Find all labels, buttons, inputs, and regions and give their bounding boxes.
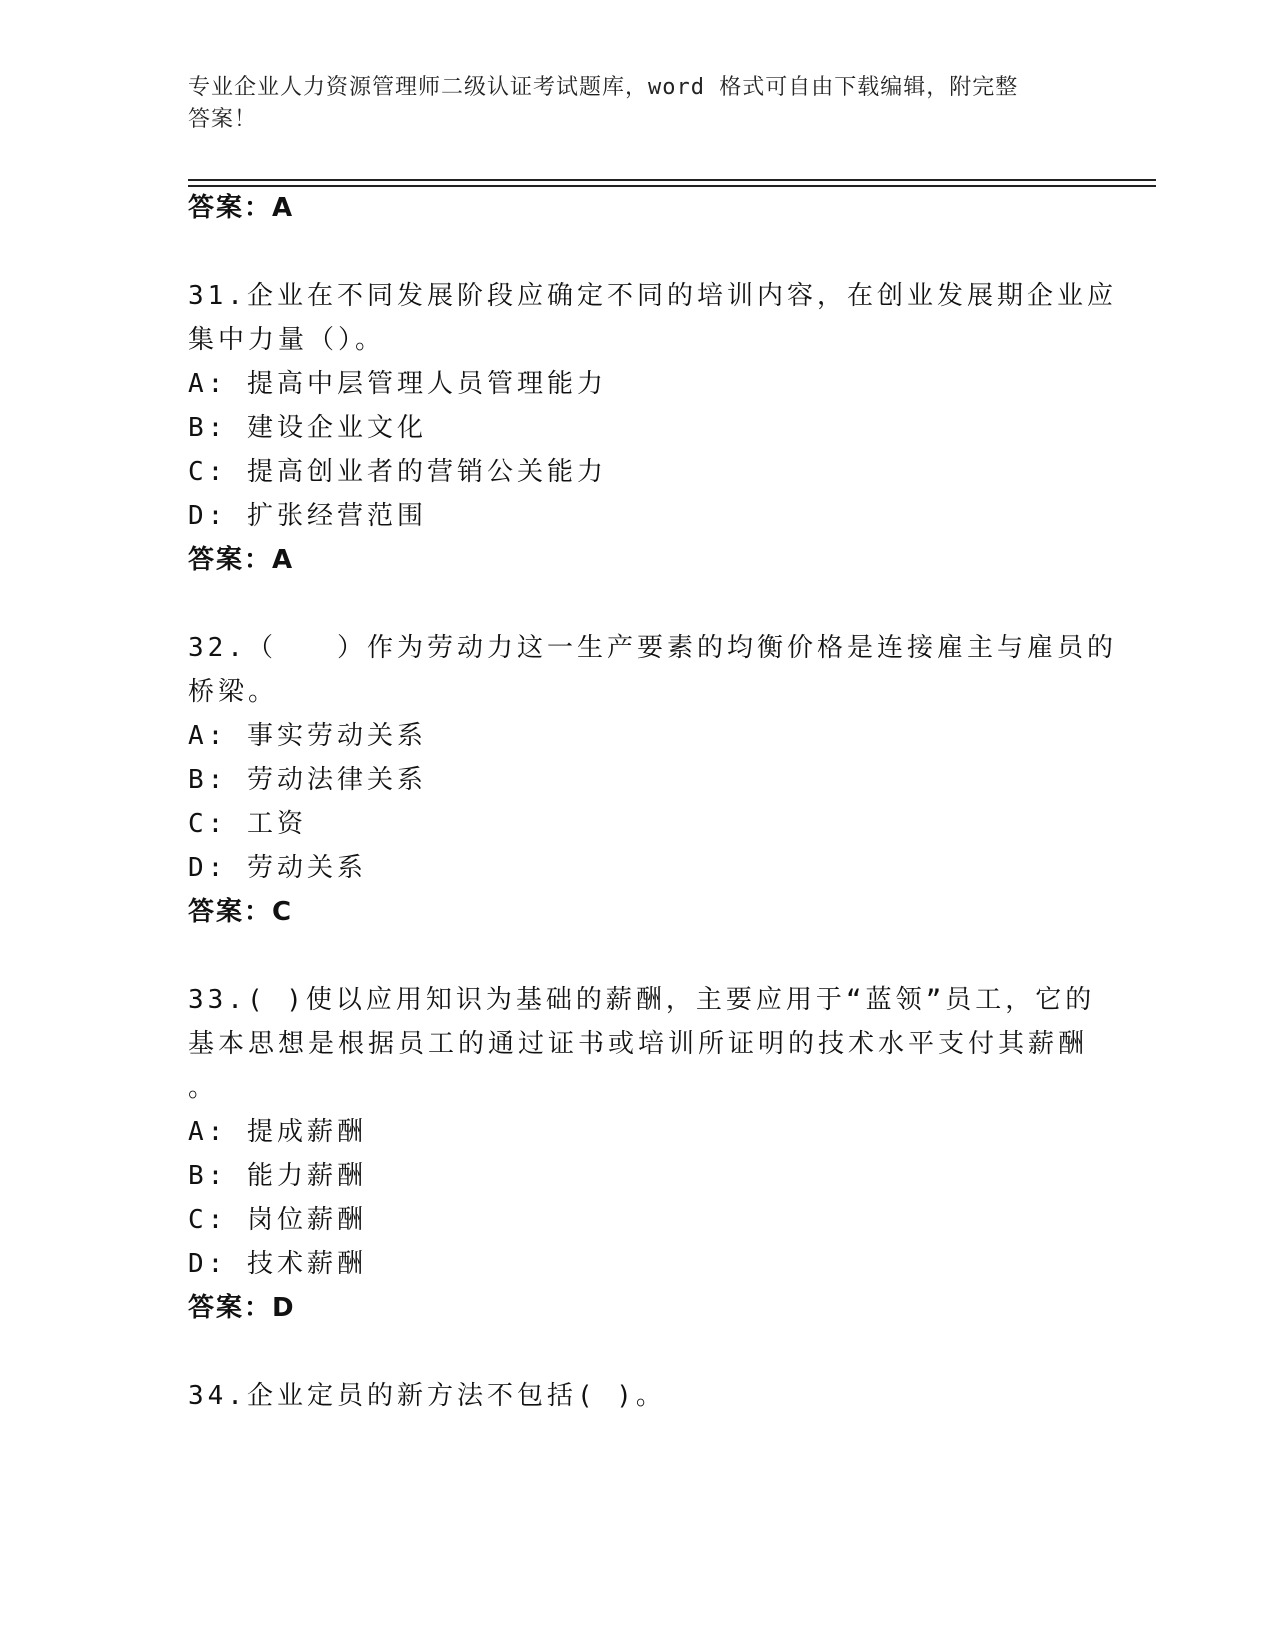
header-divider-bottom (188, 185, 1156, 187)
question-stem-line: 34.企业定员的新方法不包括( )。 (188, 1381, 666, 1411)
option-a: A: 提高中层管理人员管理能力 (188, 369, 607, 399)
answer-value: A (272, 545, 295, 575)
option-d: D: 技术薪酬 (188, 1249, 367, 1279)
answer-label: 答案： (188, 1293, 273, 1323)
option-a: A: 提成薪酬 (188, 1117, 367, 1147)
question-stem-line: 桥梁。 (188, 677, 279, 707)
option-c: C: 提高创业者的营销公关能力 (188, 457, 607, 487)
question-answer (188, 895, 293, 929)
header-line-2: 答案！ (188, 107, 258, 132)
option-b: B: 建设企业文化 (188, 413, 427, 443)
option-b: B: 能力薪酬 (188, 1161, 367, 1191)
answer-label: 答案： (188, 897, 273, 927)
question-stem-line: 基本思想是根据员工的通过证书或培训所证明的技术水平支付其薪酬 (188, 1029, 1089, 1059)
option-b: B: 劳动法律关系 (188, 765, 427, 795)
answer-label: 答案： (188, 193, 273, 223)
question-stem-line: 31.企业在不同发展阶段应确定不同的培训内容，在创业发展期企业应 (188, 281, 1117, 311)
option-c: C: 工资 (188, 809, 307, 839)
option-c: C: 岗位薪酬 (188, 1205, 367, 1235)
answer-value: C (272, 897, 294, 927)
question-stem-line: 32.（ ）作为劳动力这一生产要素的均衡价格是连接雇主与雇员的 (188, 633, 1117, 663)
header-line-1: 专业企业人力资源管理师二级认证考试题库，word 格式可自由下载编辑，附完整 (188, 75, 1019, 100)
answer-label: 答案： (188, 545, 273, 575)
question-stem-line: 集中力量（）。 (188, 325, 386, 355)
question-stem-line: 33.( )使以应用知识为基础的薪酬，主要应用于“蓝领”员工，它的 (188, 985, 1096, 1015)
option-a: A: 事实劳动关系 (188, 721, 427, 751)
document-header (188, 72, 1078, 136)
question-answer (188, 543, 294, 577)
prev-answer (188, 191, 294, 225)
option-d: D: 扩张经营范围 (188, 501, 427, 531)
answer-value: D (272, 1293, 296, 1323)
option-d: D: 劳动关系 (188, 853, 367, 883)
question-answer (188, 1291, 296, 1325)
question-stem-line: 。 (188, 1073, 219, 1103)
answer-value: A (272, 193, 295, 223)
header-divider-top (188, 179, 1156, 181)
